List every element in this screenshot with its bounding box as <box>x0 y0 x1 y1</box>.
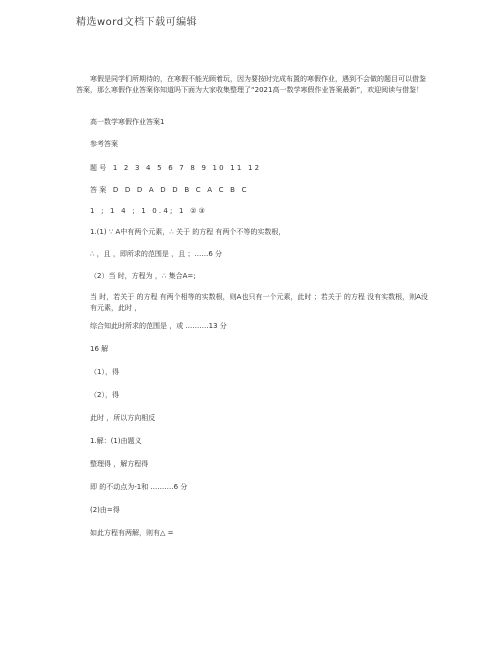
intro-paragraph: 寒假是同学们所期待的，在寒假不能光顾着玩，因为要按时完成布置的寒假作业，遇到不会做的题目可以借鉴答案，那么寒假作业答案你知道吗下面为大家收集整理了“2021高一数学寒假作业答案最新”，欢迎阅读与借鉴！ <box>76 75 426 94</box>
question-numbers: 题号 1 2 3 4 5 6 7 8 9 10 11 12 <box>90 164 262 172</box>
solution-line: 即 的不动点为-1和 .………6 分 <box>90 483 188 491</box>
solution-line: (2)由=得 <box>90 506 120 514</box>
solution-line: 整理得 ，解方程得 <box>90 460 149 468</box>
reference-answer-label: 参考答案 <box>90 140 118 148</box>
solution-line: （1），得 <box>90 368 119 376</box>
solution-line: （2），得 <box>90 391 119 399</box>
solution-line: 16 解 <box>90 345 109 353</box>
fill-in-answers: 1 ; 1 4 ; 1 0.4; 1 ②③ <box>90 207 208 215</box>
solution-paragraph: 当 时，若关于 的方程 有两个相等的实数根，则A也只有一个元素，此时 ；若关于 的方程 没有实数根，则A没有元素，此时 ， <box>90 293 428 312</box>
solution-line: 此时 ，所以方向相反 <box>90 414 156 422</box>
solution-line: 1.解：(1)由题义 <box>90 437 142 445</box>
solution-line: 1.(1) ∵ A中有两个元素，∴ 关于 的方程 有两个不等的实数根， <box>90 228 286 236</box>
page-header: 精选word文档下载可编辑 <box>76 17 198 28</box>
solution-line: （2）当 时，方程为 ，∴ 集合A=; <box>90 272 196 280</box>
solution-line: 如此方程有两解，则有△ = <box>90 529 174 537</box>
answer-letters: 答案 D D D A D D B C A C B C <box>90 186 249 194</box>
section-title: 高一数学寒假作业答案1 <box>90 118 165 126</box>
solution-line: ∴ ，且 ，即所求的范围是 ，且 ；……6 分 <box>90 250 223 258</box>
solution-line: 综合知此时所求的范围是 ，或 .………13 分 <box>90 322 227 330</box>
